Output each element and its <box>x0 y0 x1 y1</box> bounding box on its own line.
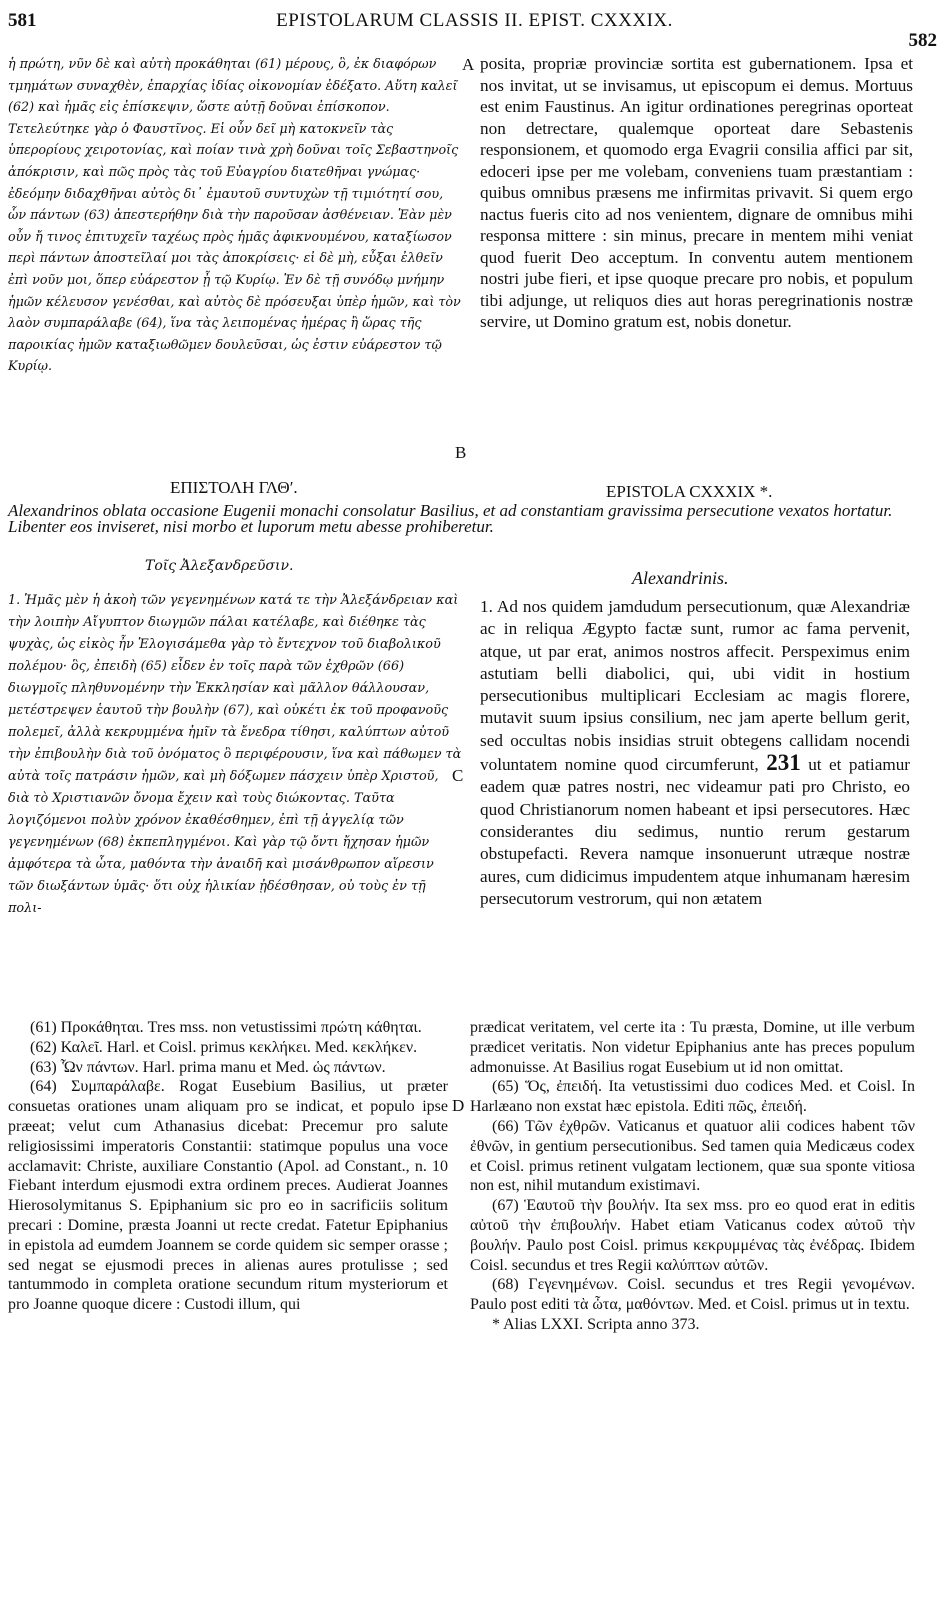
latin-text-top: posita, propriæ provinciæ sortita est gubernationem. Ipsa et nos invitat, ut se invisamus, ut episcopum ei demus. Mortuus est enim Faustinus. An igitur ordinationes peregrinas oporteat non detrectare, qualemque oporteat dare Sebastenis responsionem, et quomodo erga Evagrii consilia affici par sit, edoceri ipse per me volebam, conveniens tuam præstantiam : quibus omnibus præsens me infirmitas privavit. Si quem ergo nactus fueris cito ad nos venientem, dignare de omnibus mihi responsa mittere : sin minus, precare in mentem mihi veniat quod fuerit Deo acceptum. In conventu autem mentionem nostri jube fieri, et ipse quoque precare pro nobis, et populum tibi adjunge, ut reliquos dies aut horas peregrinationis nostræ servire, ut Domino gratum est, nobis donetur. <box>480 54 913 331</box>
footnote: (62) Καλεῖ. Harl. et Coisl. primus κεκλήκει. Med. κεκλήκεν. <box>30 1038 418 1056</box>
marginal-page-number: 231 <box>766 750 801 776</box>
greek-addressee: Τοῖς Ἀλεξανδρεῦσιν. <box>145 558 294 574</box>
page-number-left: 581 <box>8 10 37 31</box>
footnote: (63) Ὧν πάντων. Harl. prima manu et Med. ὡς πάντων. <box>30 1058 386 1076</box>
footnote: (68) Γεγενημένων. Coisl. secundus et tres Regii γενομένων. Paulo post editi τὰ ὦτα, μαθόντων. Med. et Coisl. primus ut in textu. <box>470 1276 915 1314</box>
source-note: * Alias LXXI. Scripta anno 373. <box>492 1315 700 1333</box>
margin-marker-b: B <box>455 443 467 462</box>
footnote: (64) Συμπαράλαβε. Rogat Eusebium Basilius, ut præter consuetas orationes unam aliquam pro se indicat, et populo ipse præeat; velut cum Athanasius dicebat: Precemur pro salute religiosissimi imperatoris Constantii: statimque populus una voce acclamavit: Christe, auxiliare Constantio (Apol. ad Constant., n. 10 Fiebant interdum ejusmodi extra ordinem preces. Audierat Joannes Hierosolymitanus S. Epiphanium sic pro eo in sacrificiis solitum precari : Domine, præsta Joanni ut recte credat. Fatetur Epiphanius in epistola ad eumdem Joannem se corde quidem sic semper orasse ; sed negat se ejusmodi preces in alienas aures protulisse ; sed tantummodo in completa oratione secundum ritum mysteriorum et pro Joanne quoque dicere : Custodi illum, qui <box>8 1078 448 1314</box>
footnote: (61) Προκάθηται. Tres mss. non vetustissimi πρώτη κάθηται. <box>30 1019 422 1036</box>
footnote: (66) Τῶν ἐχθρῶν. Vaticanus et quatuor alii codices habent τῶν ἐθνῶν, in gentium persecutionibus. Sed tamen quia Medicæus codex et Coisl. primus retinent vulgatam lectionem, quæ sua sponte vitiosa non est, nihil mutandum existimavi. <box>470 1117 915 1195</box>
latin-body-part-1: 1. Ad nos quidem jamdudum persecutionum, quæ Alexandriæ ac in reliqua Ægypto factæ sunt, rumor ac fama pervenit, atque, ut par erat, animos nostros affecit. Perspeximus enim astutiam belli diabolici, qui, ubi vidit in hostium persecutionibus multiplicari Ecclesiam ac magis florere, mutavit suum ipsius consilium, nec jam aperte bellum gerit, sed occultas nobis insidias struit obtegens callidam nocendi voluntatem nomine quod circumferunt, <box>480 597 910 775</box>
greek-letter-title: ΕΠΙΣΤΟΛΗ ΓΛΘʹ. <box>170 478 298 497</box>
margin-marker-a: A <box>462 55 475 74</box>
page-number-right: 582 <box>908 30 937 51</box>
latin-addressee: Alexandrinis. <box>632 568 729 588</box>
greek-body-text: 1. Ἡμᾶς μὲν ἡ ἀκοὴ τῶν γεγενημένων κατά τε τὴν Ἀλεξάνδρειαν καὶ τὴν λοιπὴν Αἴγυπτον διωγμῶν πάλαι κατέλαβε, καὶ διέθηκε τὰς ψυχὰς, ὡς εἰκὸς ἦν Ἐλογισάμεθα γὰρ τὸ ἔντεχνον τοῦ διαβολικοῦ πολέμου· ὃς, ἐπειδὴ (65) εἶδεν ἐν τοῖς παρὰ τῶν ἐχθρῶν (66) διωγμοῖς πληθυνομένην τὴν Ἐκκλησίαν καὶ μᾶλλον θάλλουσαν, μετέστρεψεν ἑαυτοῦ τὴν βουλὴν (67), καὶ οὐκέτι ἐκ τοῦ προφανοῦς πολεμεῖ, ἀλλὰ κεκρυμμένα ἡμῖν τὰ ἔνεδρα τίθησι, καλύπτων αὐτοῦ τὴν ἐπιβουλὴν διὰ τοῦ ὀνόματος ὃ περιφέρουσιν, ἵνα καὶ πάθωμεν τὰ αὐτὰ τοῖς πατράσιν ἡμῶν, καὶ μὴ δόξωμεν πάσχειν ὑπὲρ Χριστοῦ, διὰ τὸ Χριστιανῶν ὄνομα ἔχειν καὶ τοὺς διώκοντας. Ταῦτα λογιζόμενοι πολὺν χρόνον ἐκαθέσθημεν, ἐπὶ τῇ ἀγγελίᾳ τῶν γεγενημένων (68) ἐκπεπληγμένοι. Καὶ γὰρ τῷ ὄντι ἤχησαν ἡμῶν ἀμφότερα τὰ ὦτα, μαθόντα τὴν ἀναιδῆ καὶ μισάνθρωπον αἵρεσιν τῶν διωξάντων ὑμᾶς· ὅτι οὐχ ἡλικίαν ᾐδέσθησαν, οὐ τοὺς ἐν τῇ πολι- <box>8 593 462 916</box>
footnotes-left-column <box>8 1018 448 1315</box>
footnote: (65) Ὅς, ἐπειδή. Ita vetustissimi duo codices Med. et Coisl. In Harlæano non exstat hæc epistola. Editi πῶς, ἐπειδή. <box>470 1078 915 1116</box>
greek-text-top: ἡ πρώτη, νῦν δὲ καὶ αὐτὴ προκάθηται (61) μέρους, ὃ, ἐκ διαφόρων τμημάτων συναχθὲν, ἐπαρχίας ἰδίας οἰκονομίαν ἐδέξατο. Αὕτη καλεῖ (62) καὶ ἡμᾶς εἰς ἐπίσκεψιν, ὥστε αὐτῇ δοῦναι ἐπίσκοπον. Τετελεύτηκε γὰρ ὁ Φαυστῖνος. Εἰ οὖν δεῖ μὴ κατοκνεῖν τὰς ὑπερορίους χειροτονίας, καὶ ποίαν τινὰ χρὴ δοῦναι τοῖς Σεβαστηνοῖς ἀπόκρισιν, καὶ πῶς πρὸς τὰς τοῦ Εὐαγρίου διατεθῆναι γνώμας· ἐδεόμην διδαχθῆναι αὐτὸς δι᾽ ἐμαυτοῦ συντυχὼν τῇ τιμιότητί σου, ὧν πάντων (63) ἀπεστερήθην διὰ τὴν παροῦσαν ἀσθένειαν. Ἐὰν μὲν οὖν ἤ τινος ἐπιτυχεῖν ταχέως πρὸς ἡμᾶς ἀφικνουμένου, καταξίωσον περὶ πάντων ἀποστεῖλαί μοι τὰς ἀποκρίσεις· εἰ δὲ μὴ, εὖξαι ἐλθεῖν ἐπὶ νοῦν μοι, ὅπερ εὐάρεστον ᾖ τῷ Κυρίῳ. Ἐν δὲ τῇ συνόδῳ μνήμην ἡμῶν κέλευσον γενέσθαι, καὶ αὐτὸς δὲ πρόσευξαι ὑπὲρ ἡμῶν, καὶ τὸν λαὸν συμπαράλαβε (64), ἵνα τὰς λειπομένας ἡμέρας ἢ ὥρας τῆς παροικίας ἡμῶν καταξιωθῶμεν δουλεῦσαι, ὡς ἐστιν εὐάρεστον τῷ Κυρίῳ. <box>8 56 461 374</box>
margin-marker-d: D <box>452 1096 465 1115</box>
margin-marker-c: C <box>452 766 464 785</box>
latin-body-part-2: ut et patiamur eadem quæ patres nostri, nec videamur pati pro Christo, eo quod Christianorum nomen habeant et ipsi persecutores. Hæc considerantes diu sedimus, nuntio rerum gestarum obstupefacti. Revera namque insonuerunt utræque nostræ aures, cum didicimus impudentem atque inhumanam hæresim persecutorum vestrorum, qui non ætatem <box>480 755 911 908</box>
latin-body-text <box>480 596 910 910</box>
running-title: EPISTOLARUM CLASSIS II. EPIST. CXXXIX. <box>276 10 673 31</box>
footnotes-right-column <box>470 1018 915 1335</box>
footnote: (67) Ἑαυτοῦ τὴν βουλήν. Ita sex mss. pro eo quod erat in editis αὐτοῦ τὴν ἐπιβουλήν. Habet etiam Vaticanus codex αὐτοῦ τὴν βουλήν. Paulo post Coisl. primus κεκρυμμένας τὰς ἐνέδρας. Ibidem Coisl. secundus et tres Regii καλύπτων αὐτῶν. <box>470 1197 915 1274</box>
footnote-continuation: prædicat veritatem, vel certe ita : Tu præsta, Domine, ut ille verbum prædicet veritatis. Non videtur Epiphanius ante has preces populum admonuisse. At Basilius rogat Eusebium ut id non omittat. <box>470 1019 915 1076</box>
latin-letter-title: EPISTOLA CXXXIX *. <box>606 482 773 501</box>
letter-summary: Alexandrinos oblata occasione Eugenii monachi consolatur Basilius, et ad constantiam gravissima persecutione vexatos hortatur. Libenter eos inviseret, nisi morbo et luporum metu abesse prohiberetur. <box>8 501 893 536</box>
